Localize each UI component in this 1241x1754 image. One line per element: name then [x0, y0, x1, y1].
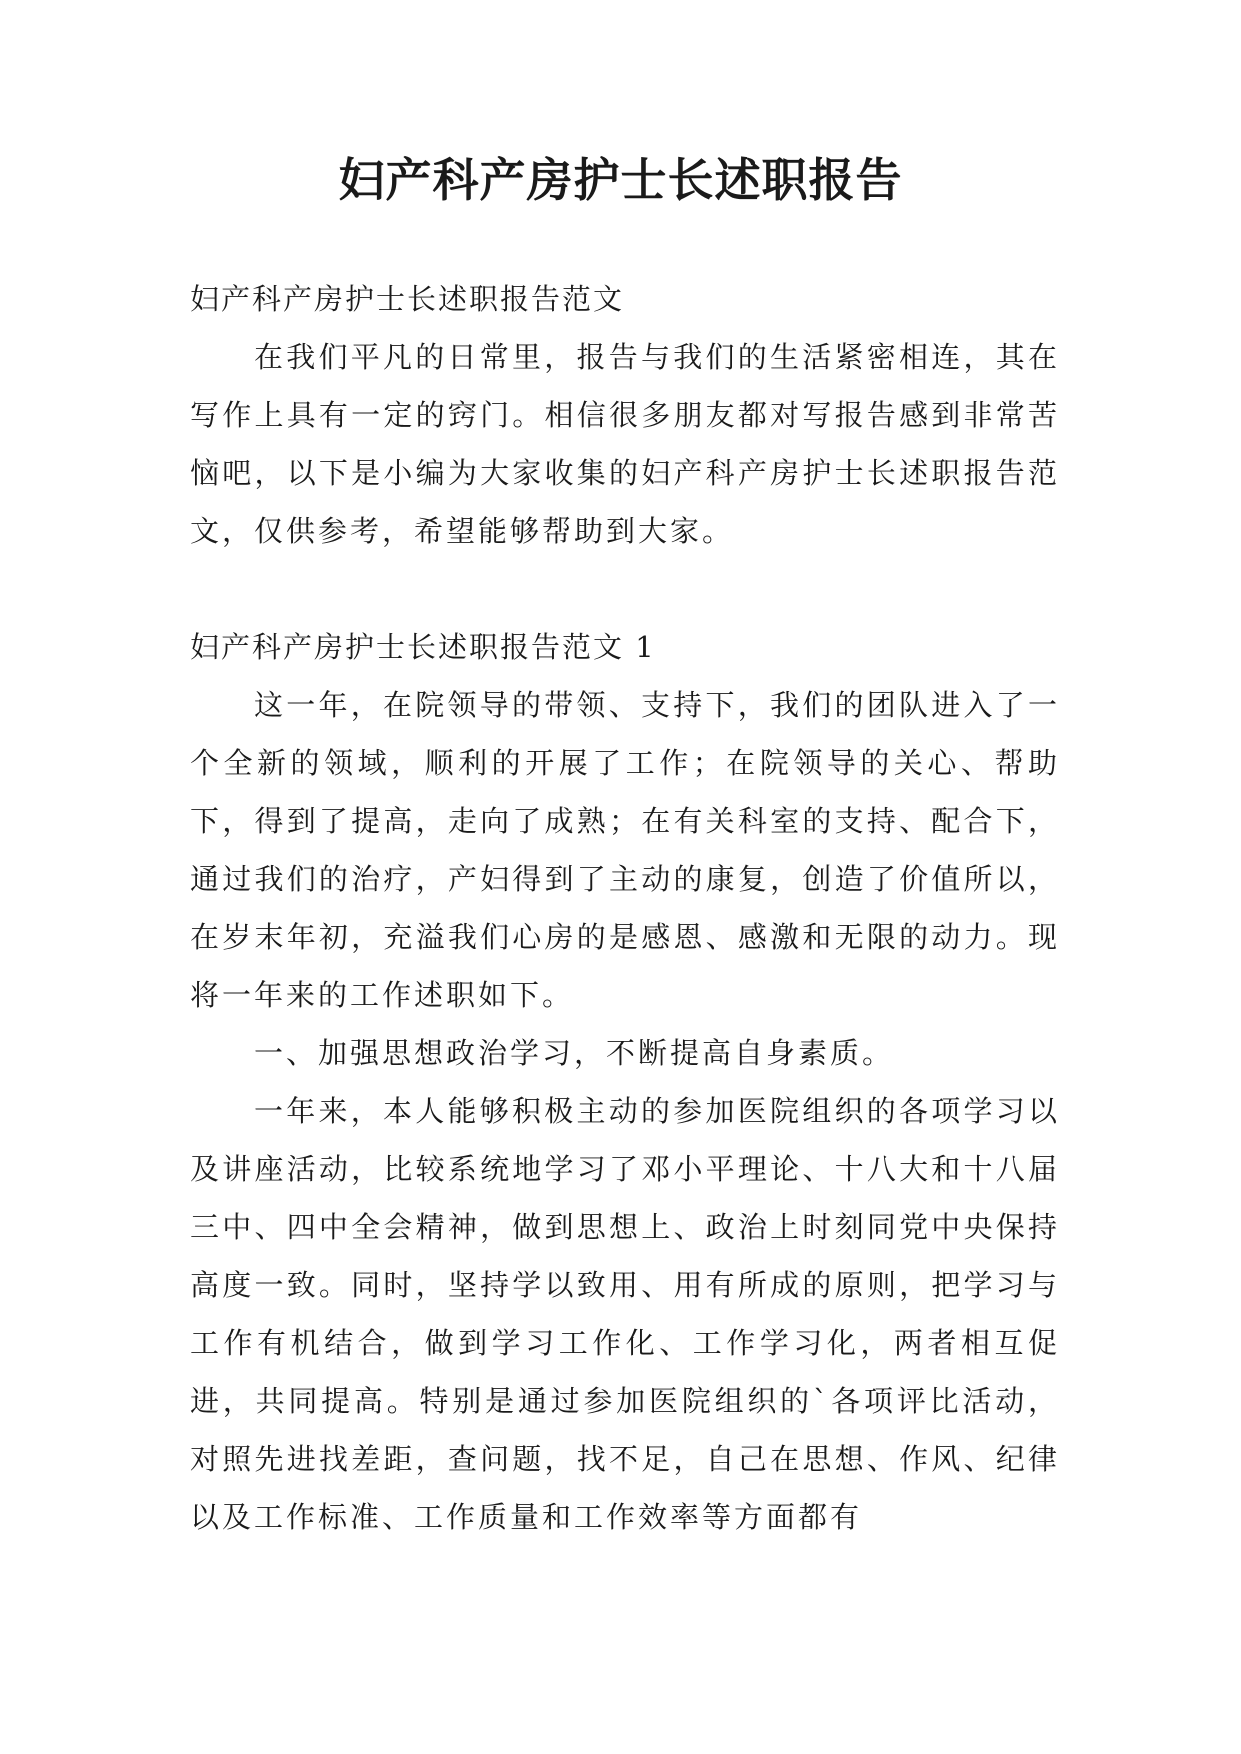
document-body	[190, 270, 1060, 1546]
intro-paragraph: 在我们平凡的日常里，报告与我们的生活紧密相连，其在写作上具有一定的窍门。相信很多朋友都对写报告感到非常苦恼吧，以下是小编为大家收集的妇产科产房护士长述职报告范文，仅供参考，希望能够帮助到大家。	[190, 340, 1060, 548]
body-paragraph-3: 一年来，本人能够积极主动的参加医院组织的各项学习以及讲座活动，比较系统地学习了邓小平理论、十八大和十八届三中、四中全会精神，做到思想上、政治上时刻同党中央保持高度一致。同时，坚持学以致用、用有所成的原则，把学习与工作有机结合，做到学习工作化、工作学习化，两者相互促进，共同提高。特别是通过参加医院组织的`各项评比活动，对照先进找差距，查问题，找不足，自己在思想、作风、纪律以及工作标准、工作质量和工作效率等方面都有	[190, 1094, 1060, 1534]
document-subtitle: 妇产科产房护士长述职报告范文	[190, 282, 625, 316]
section-heading: 妇产科产房护士长述职报告范文 1	[190, 630, 656, 664]
body-paragraph-2: 一、加强思想政治学习，不断提高自身素质。	[254, 1036, 895, 1070]
paragraph-spacer	[190, 560, 1060, 618]
document-title: 妇产科产房护士长述职报告	[338, 153, 903, 207]
body-paragraph-1: 这一年，在院领导的带领、支持下，我们的团队进入了一个全新的领域，顺利的开展了工作；在院领导的关心、帮助下，得到了提高，走向了成熟；在有关科室的支持、配合下，通过我们的治疗，产妇得到了主动的康复，创造了价值所以，在岁末年初，充溢我们心房的是感恩、感激和无限的动力。现将一年来的工作述职如下。	[190, 688, 1060, 1012]
